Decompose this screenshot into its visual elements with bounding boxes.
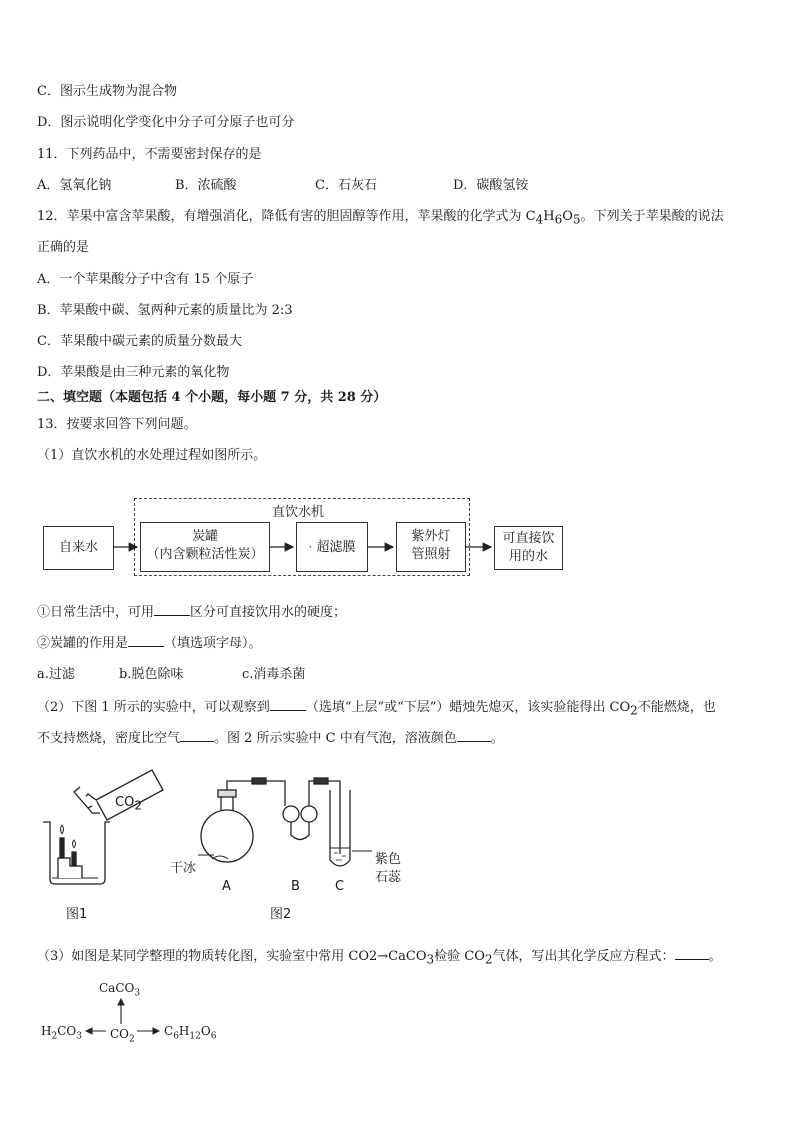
section-heading: 二、填空题（本题包括 4 个小题，每小题 7 分，共 28 分） (37, 390, 387, 405)
figure1-beaker (44, 822, 110, 884)
q13-stem: 13．按要求回答下列问题。 (37, 417, 197, 432)
answer-blank-6[interactable] (675, 947, 709, 960)
q13-part2: （2）下图 1 所示的实验中，可以观察到 （选填“上层”或“下层”）蜡烛先熄灭，该实验能得出 $CO_2$不能燃烧，也 (37, 700, 716, 718)
machine-title: 直饮水机 (272, 505, 325, 520)
q13-q1: ①日常生活中，可用 区分可直接饮用水的硬度； (37, 605, 347, 620)
q11-option-c: C．石灰石 (315, 178, 377, 193)
q12-option-c: C．苹果酸中碳元素的质量分数最大 (37, 334, 242, 349)
carbon-tank-box: 炭罐 （内含颗粒活性炭） (140, 522, 270, 572)
q11-option-d: D．碳酸氢铵 (453, 178, 529, 193)
caco3-node: CaCO$_3$ (99, 981, 141, 999)
label-b: B (291, 879, 300, 894)
tap-water-box: 自来水 (43, 526, 114, 570)
label-c: C (335, 879, 345, 894)
q12-option-a: A．一个苹果酸分子中含有 15 个原子 (37, 272, 254, 287)
dry-ice-label: 干冰 (170, 861, 197, 876)
q13-part1: （1）直饮水机的水处理过程如图所示。 (37, 448, 267, 463)
figure2-apparatus (198, 778, 372, 866)
q11-option-a: A．氢氧化钠 (37, 178, 112, 193)
choice-a: a.过滤 (37, 667, 75, 682)
q11-stem: 11．下列药品中，不需要密封保存的是 (37, 147, 262, 162)
litmus-label-2: 石蕊 (375, 870, 402, 885)
q13-part3: （3）如图是某同学整理的物质转化图，实验室中常用 CO2→CaCO$_3$检验 $CO_2$气体，写出其化学反应方程式： 。 (37, 949, 722, 967)
drinkable-water-box: 可直接饮 用的水 (494, 526, 563, 570)
q10-option-c: C．图示生成物为混合物 (37, 84, 177, 99)
ultrafiltration-box: · 超滤膜 (296, 522, 368, 572)
choice-b: b.脱色除味 (119, 667, 184, 682)
figure2-caption: 图2 (270, 907, 292, 922)
q12-option-b: B．苹果酸中碳、氢两种元素的质量比为 2:3 (37, 303, 293, 318)
figure1-caption: 图1 (66, 907, 88, 922)
glucose-node: $C_6H_{12}O_6$ (164, 1024, 217, 1042)
q13-part2-line2: 不支持燃烧，密度比空气 。图 2 所示实验中 C 中有气泡，溶液颜色 。 (37, 731, 504, 746)
uv-lamp-box: 紫外灯 管照射 (396, 522, 466, 572)
q12-option-d: D．苹果酸是由三种元素的氧化物 (37, 365, 230, 380)
q10-option-d: D．图示说明化学变化中分子可分原子也可分 (37, 115, 295, 130)
co2-label: $CO_2$ (115, 795, 142, 813)
choice-c: c.消毒杀菌 (242, 667, 306, 682)
q13-q2: ②炭罐的作用是 （填选项字母）。 (37, 636, 262, 651)
co2-node: $CO_2$ (110, 1027, 135, 1045)
h2co3-node: $H_2CO_3$ (41, 1024, 82, 1042)
label-a: A (222, 879, 231, 894)
q12-stem-line2: 正确的是 (37, 240, 90, 255)
q12-stem: 12．苹果中富含苹果酸，有增强消化，降低有害的胆固醇等作用，苹果酸的化学式为 $C_4H_6O_5$。下列关于苹果酸的说法 (37, 209, 724, 227)
q11-option-b: B．浓硫酸 (175, 178, 237, 193)
litmus-label-1: 紫色 (375, 852, 402, 867)
